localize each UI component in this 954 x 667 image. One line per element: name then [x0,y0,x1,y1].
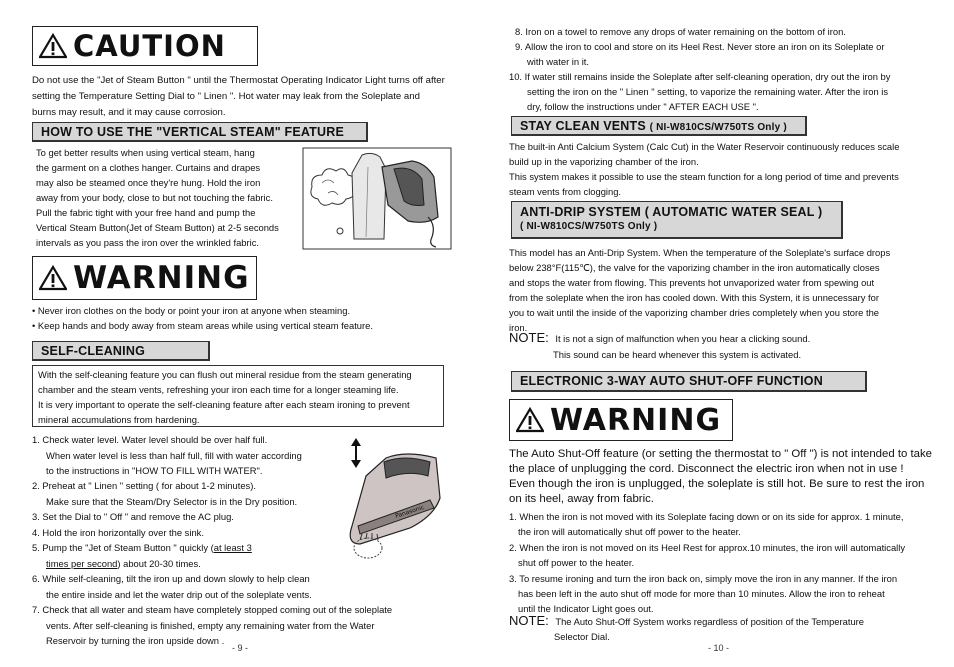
warning-triangle-icon [516,407,544,433]
shutoff-item: the iron will automatically shut off power to the heater. [518,526,741,537]
anti-drip-line: below 238°F(115℃), the valve for the vaporizing chamber in the iron automatically closes [509,262,880,273]
anti-drip-note-line: This sound can be heard whenever this system is activated. [553,349,802,360]
vertical-steam-line: intervals as you pass the iron over the wrinkled fabric. [36,237,260,248]
warning-line: the place of unplugging the cord. Disconnect the electric iron when not in use ! [509,463,904,475]
warning-triangle-icon [39,265,67,291]
step-line: 1. Check water level. Water level should be over half full. [32,434,268,445]
right-page [477,0,954,667]
warning-triangle-icon [39,33,67,59]
anti-drip-line: you to wait until the inside of the vaporizing chamber dries completely when you store the [509,307,879,318]
auto-shutoff-heading: ELECTRONIC 3-WAY AUTO SHUT-OFF FUNCTION [511,371,867,392]
anti-drip-model-note: ( NI-W810CS/W750TS Only ) [520,221,658,232]
anti-drip-heading [511,201,843,239]
step-line [32,540,252,555]
step-text: 5. Pump the "Jet of Steam Button " quickly ( [32,542,214,553]
step-line: 7. Check that all water and steam have completely stopped coming out of the soleplate [32,604,393,615]
shutoff-item: shut off power to the heater. [518,557,635,568]
self-cleaning-heading: SELF-CLEANING [32,341,210,361]
auto-shutoff-warning-title: WARNING [550,402,722,438]
stay-clean-model-note: ( NI-W810CS/W750TS Only ) [649,122,787,133]
step-line: 6. While self-cleaning, tilt the iron up and down slowly to help clean [32,573,310,584]
step-line: the entire inside and let the water drip out of the soleplate vents. [46,589,312,600]
note-text: It is not a sign of malfunction when you hear a clicking sound. [555,333,811,344]
shutoff-item: has been left in the auto shut off mode for more than 10 minutes. Allow the iron to reheat [518,588,885,599]
step-emphasis: at least 3 [213,542,252,553]
anti-drip-line: and stops the water from flowing. This prevents hot unvaporized water from spewing out [509,277,875,288]
auto-shutoff-note-line: Selector Dial. [554,631,610,642]
auto-shutoff-warning-banner [509,399,733,441]
warning-title: WARNING [73,260,250,296]
step-line: 3. Set the Dial to " Off " and remove the AC plug. [32,511,234,522]
note-label: NOTE: [509,330,549,345]
stay-clean-heading [511,116,807,136]
page-number-left: - 9 - [232,643,249,653]
step-line: to the instructions in "HOW TO FILL WITH WATER". [46,465,263,476]
step-line: vents. After self-cleaning is finished, empty any remaining water from the Water [46,620,375,631]
step-line: 9. Allow the iron to cool and store on its Heel Rest. Never store an iron on its Soleplate or [515,41,885,52]
self-cleaning-illustration [336,436,446,566]
anti-drip-note [509,330,810,346]
step-line: dry, follow the instructions under " AFTER EACH USE ". [527,101,759,112]
warning-line: Even though the iron is unplugged, the soleplate is still hot. Be sure to rest the iron [509,478,925,490]
auto-shutoff-note [509,613,864,629]
vertical-steam-line: To get better results when using vertical steam, hang [36,147,255,158]
self-cleaning-intro-box [32,365,444,427]
page-number-right: - 10 - [708,643,730,653]
anti-drip-line: This model has an Anti-Drip System. When the temperature of the Soleplate's surface drops [509,247,891,258]
vertical-steam-line: the garment on a clothes hanger. Curtains and drapes [36,162,261,173]
step-line: 10. If water still remains inside the Soleplate after self-cleaning operation, dry out the iron by [509,71,891,82]
caution-banner [32,26,258,66]
shutoff-item: 3. To resume ironing and turn the iron back on, simply move the iron in any manner. If the iron [509,573,898,584]
step-line [46,556,201,571]
note-label: NOTE: [509,613,549,628]
stay-clean-line: build up in the vaporizing chamber of the iron. [509,156,699,167]
intro-line: With the self-cleaning feature you can flush out mineral residue from the steam generating [38,369,412,380]
step-line: When water level is less than half full, fill with water according [46,450,302,461]
note-text: The Auto Shut-Off System works regardless of position of the Temperature [555,616,865,627]
caution-title: CAUTION [73,29,226,63]
svg-text:Panasonic: Panasonic [394,503,426,520]
vertical-steam-heading: HOW TO USE THE "VERTICAL STEAM" FEATURE [32,122,368,142]
step-line: Make sure that the Steam/Dry Selector is in the Dry position. [46,496,298,507]
shutoff-item: 1. When the iron is not moved with its Soleplate facing down or on its side for approx. 1 minute, [509,511,904,522]
step-line: 8. Iron on a towel to remove any drops of water remaining on the bottom of iron. [515,26,846,37]
intro-line: chamber and the steam vents, refreshing your iron each time for a longer steaming life. [38,384,399,395]
anti-drip-title: ANTI-DRIP SYSTEM ( AUTOMATIC WATER SEAL ) [520,205,823,219]
step-line: 4. Hold the iron horizontally over the sink. [32,527,204,538]
stay-clean-title: STAY CLEAN VENTS [520,119,646,133]
step-line: Reservoir by turning the iron upside down . [46,635,225,646]
intro-line: It is very important to operate the self-cleaning feature after each steam ironing to prevent [38,399,410,410]
step-line: setting the iron on the " Linen " setting, to vaporize the remaining water. After the iron is [527,86,889,97]
caution-text: Do not use the "Jet of Steam Button " until the Thermostat Operating Indicator Light turns off after setting the Temperature Setting Dial to " Linen ". Hot water may leak from the Soleplate and burns may result, and it may cause corrosion. [32,75,445,118]
vertical-steam-line: away from your body, close to but not touching the fabric. [36,192,273,203]
anti-drip-line: iron. [509,322,528,333]
vertical-steam-illustration [302,147,452,250]
shutoff-item: 2. When the iron is not moved on its Heel Rest for approx.10 minutes, the iron will automatically [509,542,906,553]
step-text: ) about 20-30 times. [117,558,201,569]
shutoff-item: until the Indicator Light goes out. [518,603,654,614]
step-line: with water in it. [527,56,589,67]
vertical-steam-line: may also be steamed once they're hung. Hold the iron [36,177,261,188]
warning-line: on its heel, away from fabric. [509,493,654,505]
step-emphasis: times per second [46,558,118,569]
stay-clean-line: The built-in Anti Calcium System (Calc Cut) in the Water Reservoir continuously reduces scale [509,141,900,152]
warning-bullet: • Never iron clothes on the body or point your iron at anyone when steaming. [32,305,351,316]
warning-banner [32,256,257,300]
stay-clean-line: This system makes it possible to use the steam function for a long period of time and prevents [509,171,899,182]
step-line: 2. Preheat at " Linen " setting ( for about 1-2 minutes). [32,480,256,491]
warning-line: The Auto Shut-Off feature (or setting the thermostat to " Off ") is not intended to take [509,448,933,460]
stay-clean-line: steam vents from clogging. [509,186,622,197]
warning-bullet: • Keep hands and body away from steam areas while using vertical steam feature. [32,320,373,331]
anti-drip-line: from the soleplate when the iron has cooled down. With this System, it is unnecessary for [509,292,879,303]
vertical-steam-line: Vertical Steam Button(Jet of Steam Button) at 2-5 seconds [36,222,279,233]
intro-line: mineral accumulations from hardening. [38,414,200,425]
vertical-steam-line: Pull the fabric tight with your free hand and pump the [36,207,256,218]
